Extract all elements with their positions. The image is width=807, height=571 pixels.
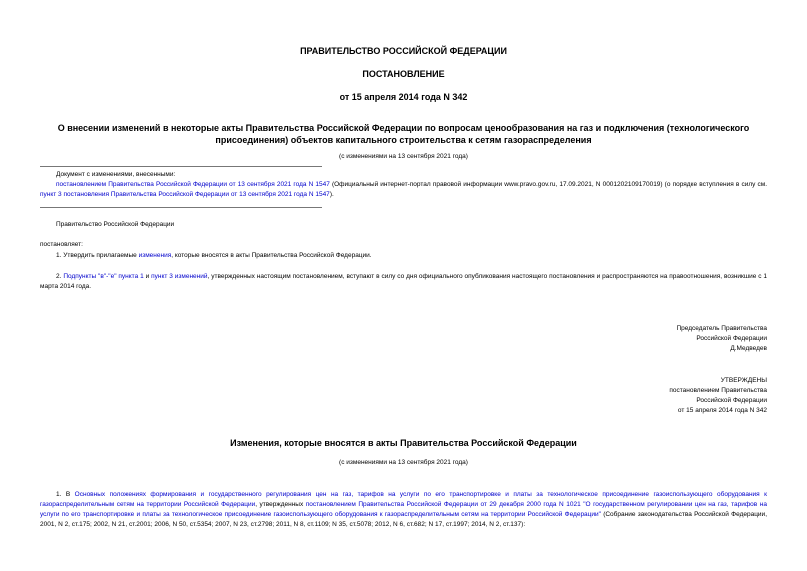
paragraph-1-start: 1. Утвердить прилагаемые (56, 252, 139, 259)
paragraph-2 (40, 272, 767, 292)
paragraph-3-start: 1. В (56, 491, 75, 498)
divider-bottom (40, 207, 322, 208)
decree-word: постановляет: (40, 241, 83, 248)
document-type: ПОСТАНОВЛЕНИЕ (362, 69, 445, 79)
amending-decree-link[interactable]: постановлением Правительства Российской Федерации от 13 сентября 2021 года N 1547 (56, 181, 330, 188)
basic-provisions-link[interactable]: Основных положениях формирования и государственного регулирования цен на газ, тарифов на услуги по его транспортировке и платы за технологическое присоединение газоиспользующего оборудования к газораспределительным сетям на территории Российской Федерации (40, 491, 767, 508)
changes-subtitle: Изменения, которые вносятся в акты Правительства Российской Федерации (230, 438, 577, 448)
paragraph-2-num: 2. (56, 273, 64, 280)
signature-block (676, 324, 767, 354)
government-line: Правительство Российской Федерации (56, 221, 175, 228)
document-title: О внесении изменений в некоторые акты Правительства Российской Федерации по вопросам ценообразования на газ и подключения (технологического присоединения) объектов капитального строительства к сетям газораспределения (57, 123, 750, 145)
point-3-link[interactable]: пункт 3 изменений (151, 273, 208, 280)
signature-position: Председатель Правительства (676, 325, 767, 332)
divider-top (40, 166, 322, 167)
government-heading: ПРАВИТЕЛЬСТВО РОССИЙСКОЙ ФЕДЕРАЦИИ (300, 46, 507, 56)
edition-note-2: (с изменениями на 13 сентября 2021 года) (339, 459, 468, 466)
signature-name: Д.Медведев (730, 345, 767, 352)
subparagraphs-link[interactable]: Подпункты "в"-"е" пункта 1 (63, 273, 144, 280)
changes-text-1: (Официальный интернет-портал правовой информации www.pravo.gov.ru, 17.09.2021, N 0001202109170019) (о порядке вступления в силу см. (329, 181, 767, 188)
changes-intro: Документ с изменениями, внесенными: (56, 171, 176, 178)
paragraph-1 (56, 251, 372, 261)
approved-by: постановлением Правительства (669, 387, 767, 394)
approved-date: от 15 апреля 2014 года N 342 (677, 407, 767, 414)
edition-note: (с изменениями на 13 сентября 2021 года) (339, 153, 468, 160)
approved-block (669, 376, 767, 416)
signature-org: Российской Федерации (696, 335, 767, 342)
paragraph-1-end: , которые вносятся в акты Правительства Российской Федерации. (171, 252, 372, 259)
paragraph-3-end: (Собрание законодательства Российской Федерации, 2001, N 2, ст.175; 2002, N 21, ст.2001; 2006, N 50, ст.5354; 2007, N 23, ст.2798; 2011, N 8, ст.1109; N 35, ст.5078; 2012, N 6, ст.682; N 17, ст.1997; 2014, N 2, ст.137): (40, 511, 767, 528)
changes-link[interactable]: изменения (138, 252, 172, 259)
paragraph-2-end: , утвержденных настоящим постановлением, вступают в силу со дня официального опубликования настоящего постановления и распространяются на правоотношения, возникшие с 1 марта 2014 года. (40, 273, 768, 290)
paragraph-3-mid: , утвержденных (255, 501, 306, 508)
approved-label: УТВЕРЖДЕНЫ (720, 377, 767, 384)
entry-into-force-link[interactable]: пункт 3 постановления Правительства Российской Федерации от 13 сентября 2021 года N 1547 (40, 191, 330, 198)
changes-text-2: ). (329, 191, 334, 198)
paragraph-3 (40, 490, 767, 530)
approved-org: Российской Федерации (696, 397, 767, 404)
document-date: от 15 апреля 2014 года N 342 (339, 92, 468, 102)
changes-text (40, 180, 767, 200)
decree-1021-link[interactable]: постановлением Правительства Российской Федерации от 29 декабря 2000 года N 1021 "О государственном регулировании цен на газ, тарифов на услуги по его транспортировке и платы за технологическое присоединение газоиспользующего оборудования к газораспределительным сетям на территории Российской Федерации" (40, 501, 767, 518)
paragraph-2-mid: и (143, 273, 152, 280)
